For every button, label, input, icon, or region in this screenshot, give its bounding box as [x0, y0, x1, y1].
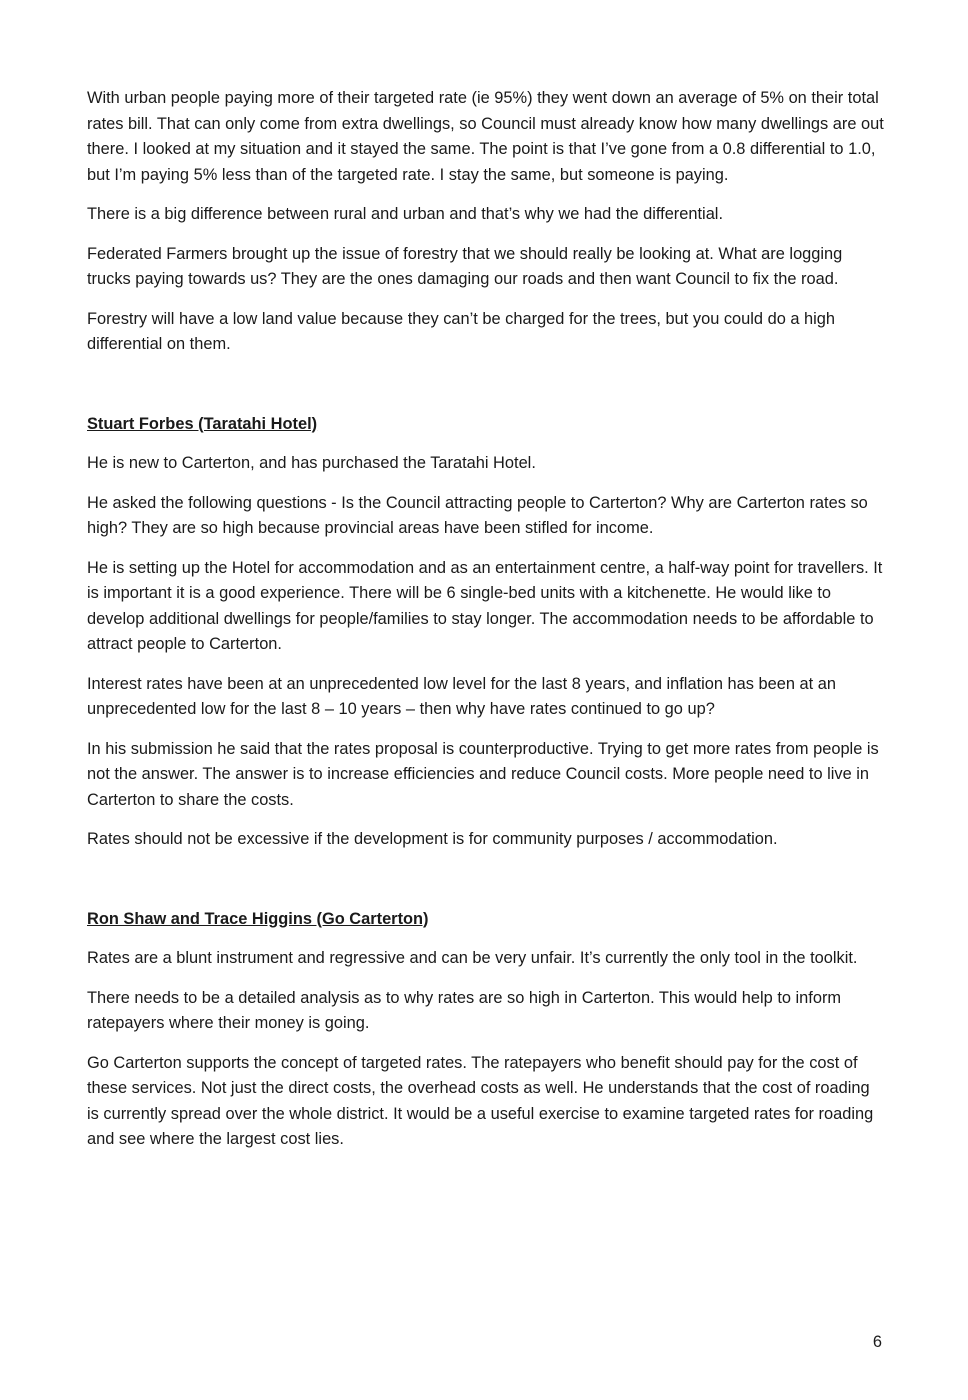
paragraph: There needs to be a detailed analysis as to why rates are so high in Carterton. This would help to inform ratepayers where their money is going.	[87, 988, 842, 1032]
paragraph: With urban people paying more of their targeted rate (ie 95%) they went down an average of 5% on their total rates bill. That can only come from extra dwellings, so Council must already know how many dwellings are out there. I looked at my situation and it stayed the same. The point is that I’ve gone from a 0.8 differential to 1.0, but I’m paying 5% less than of the targeted rate. I stay the same, but someone is paying.	[87, 89, 884, 184]
paragraph: Forestry will have a low land value because they can’t be charged for the trees, but you could do a high differential on them.	[87, 309, 836, 353]
section-gap	[87, 372, 885, 412]
section-heading-go-carterton: Ron Shaw and Trace Higgins (Go Carterton)	[87, 909, 429, 928]
page-number: 6	[872, 1333, 882, 1351]
paragraph: He is new to Carterton, and has purchased the Taratahi Hotel.	[87, 454, 536, 472]
paragraph: Interest rates have been at an unprecedented low level for the last 8 years, and inflation has been at an unprecedented low for the last 8 – 10 years – then why have rates continued to go up?	[87, 674, 836, 718]
paragraph: In his submission he said that the rates proposal is counterproductive. Trying to get more rates from people is not the answer. The answer is to increase efficiencies and reduce Council costs. More people need to live in Carterton to share the costs.	[87, 739, 879, 809]
paragraph: Rates are a blunt instrument and regressive and can be very unfair. It’s currently the only tool in the toolkit.	[87, 949, 858, 967]
paragraph: He is setting up the Hotel for accommodation and as an entertainment centre, a half-way point for travellers. It is important it is a good experience. There will be 6 single-bed units with a kitchenette. He would like to develop additional dwellings for people/families to stay longer. The accommodation needs to be affordable to attract people to Carterton.	[87, 558, 883, 653]
section-gap	[87, 867, 885, 907]
document-page	[87, 86, 885, 1167]
paragraph: Rates should not be excessive if the development is for community purposes / accommodation.	[87, 830, 778, 848]
paragraph: Federated Farmers brought up the issue of forestry that we should really be looking at. What are logging trucks paying towards us? They are the ones damaging our roads and then want Council to fix the road.	[87, 244, 843, 288]
paragraph: There is a big difference between rural and urban and that’s why we had the differential.	[87, 205, 724, 223]
paragraph: Go Carterton supports the concept of targeted rates. The ratepayers who benefit should pay for the cost of these services. Not just the direct costs, the overhead costs as well. He understands that the cost of roading is currently spread over the whole district. It would be a useful exercise to examine targeted rates for roading and see where the largest cost lies.	[87, 1053, 874, 1148]
section-heading-stuart-forbes: Stuart Forbes (Taratahi Hotel)	[87, 414, 318, 433]
paragraph: He asked the following questions - Is the Council attracting people to Carterton? Why are Carterton rates so high? They are so high because provincial areas have been stifled for income.	[87, 493, 868, 537]
